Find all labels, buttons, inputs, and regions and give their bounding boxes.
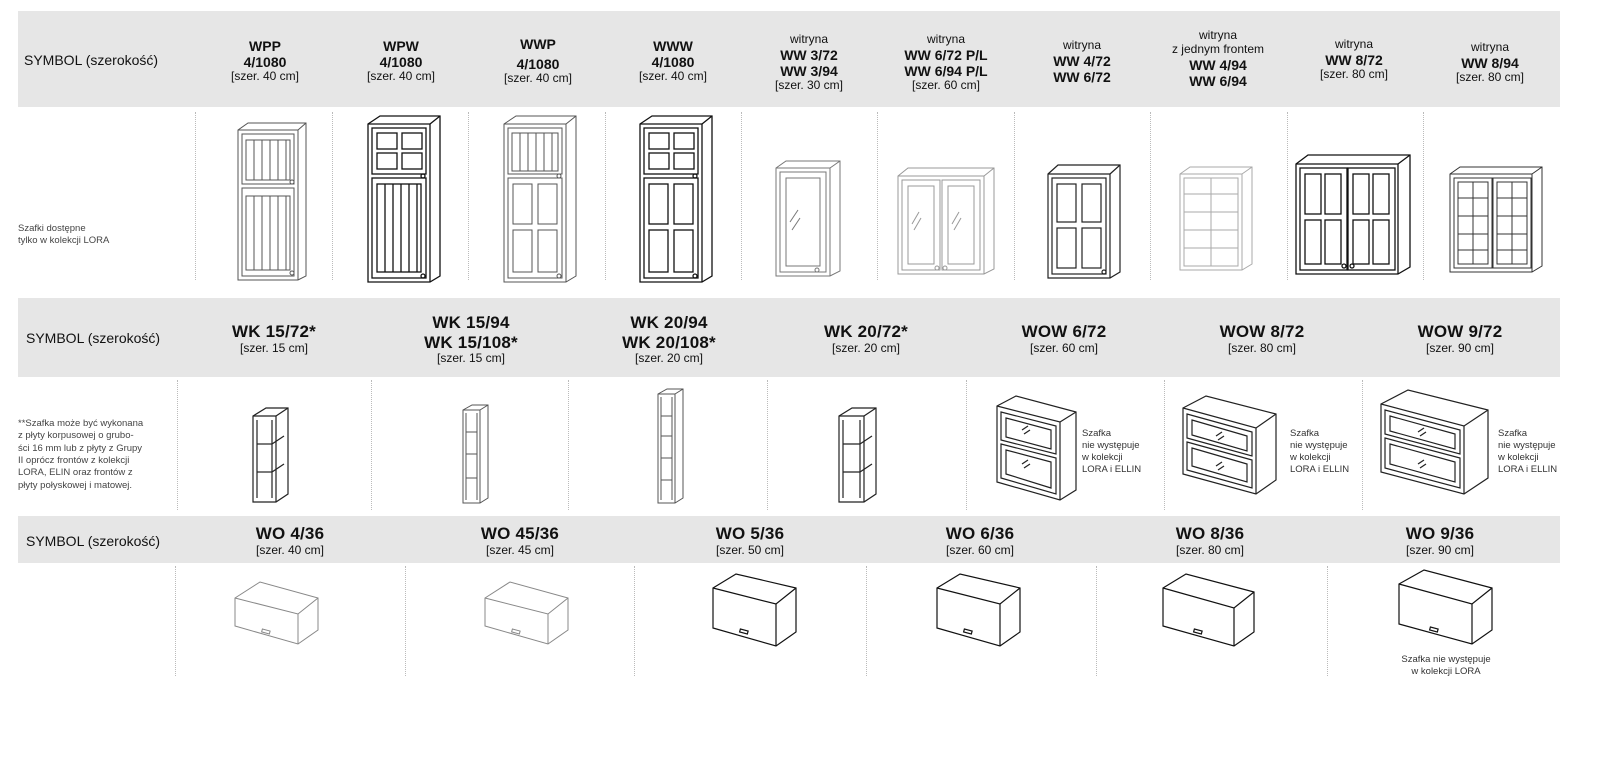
cabinet-wow9-drawing: [1378, 388, 1492, 498]
cabinet-www-drawing: [634, 112, 724, 284]
row1-header-ww8-72: witryna WW 8/72 [szer. 80 cm]: [1319, 37, 1389, 81]
cabinet-wo4-drawing: [232, 578, 322, 648]
cabinet-ww4-6-72-drawing: [1044, 162, 1124, 282]
cabinet-ww8-94-drawing: [1446, 164, 1546, 276]
separator: [468, 112, 469, 280]
cabinet-ww6pl-drawing: [894, 164, 999, 279]
row1-header-wwp: WWP 4/1080 [szer. 40 cm]: [503, 36, 573, 86]
separator: [741, 112, 742, 280]
row1-header-ww3: witryna WW 3/72 WW 3/94 [szer. 30 cm]: [774, 32, 844, 92]
shelf-wk20-94-drawing: [655, 386, 687, 506]
separator: [195, 112, 196, 280]
row2-header-wk20-72: WK 20/72* [szer. 20 cm]: [823, 322, 908, 355]
cabinet-ww3-drawing: [772, 158, 847, 280]
row2-header-wow6: WOW 6/72 [szer. 60 cm]: [1021, 322, 1107, 355]
row1-header-ww4-6-72: witryna WW 4/72 WW 6/72: [1053, 38, 1111, 85]
row3-header-wo5: WO 5/36 [szer. 50 cm]: [715, 524, 785, 557]
row1-header-ww4-6-94: witryna z jednym frontem WW 4/94 WW 6/94: [1171, 28, 1265, 89]
cabinet-wo6-drawing: [934, 572, 1024, 650]
separator: [1327, 566, 1328, 676]
separator: [1423, 112, 1424, 280]
wow6-note: Szafka nie występuje w kolekcji LORA i ELLIN: [1082, 428, 1142, 475]
wow9-note: Szafka nie występuje w kolekcji LORA i ELLIN: [1498, 428, 1558, 475]
row3-header-wo45: WO 45/36 [szer. 45 cm]: [480, 524, 560, 557]
row1-header-www: WWW 4/1080 [szer. 40 cm]: [638, 38, 708, 84]
shelf-wk15-94-drawing: [460, 402, 492, 506]
separator: [767, 380, 768, 510]
shelf-wk15-72-drawing: [250, 404, 292, 504]
row2-header-wk15-94: WK 15/94 WK 15/108* [szer. 15 cm]: [424, 313, 518, 366]
row1-side-note: Szafki dostępne tylko w kolekcji LORA: [18, 223, 110, 247]
separator: [1164, 380, 1165, 510]
symbol-label-row3: SYMBOL (szerokość): [26, 533, 161, 549]
row2-header-wk15-72: WK 15/72* [szer. 15 cm]: [231, 322, 316, 355]
row2-header-wow8: WOW 8/72 [szer. 80 cm]: [1219, 322, 1305, 355]
cabinet-ww4-6-94-drawing: [1176, 164, 1256, 274]
separator: [1096, 566, 1097, 676]
separator: [966, 380, 967, 510]
symbol-label-row1: SYMBOL (szerokość): [24, 52, 159, 68]
row1-header-wpp: WPP 4/1080 [szer. 40 cm]: [230, 38, 300, 84]
separator: [605, 112, 606, 280]
separator: [866, 566, 867, 676]
cabinet-wwp-drawing: [498, 112, 588, 284]
row2-header-wk20-94: WK 20/94 WK 20/108* [szer. 20 cm]: [622, 313, 716, 366]
separator: [1287, 112, 1288, 280]
wo9-note: Szafka nie występuje w kolekcji LORA: [1401, 654, 1491, 677]
row2-header-wow9: WOW 9/72 [szer. 90 cm]: [1417, 322, 1503, 355]
row3-header-wo8: WO 8/36 [szer. 80 cm]: [1175, 524, 1245, 557]
row3-header-wo6: WO 6/36 [szer. 60 cm]: [945, 524, 1015, 557]
row3-header-wo4: WO 4/36 [szer. 40 cm]: [255, 524, 325, 557]
separator: [1014, 112, 1015, 280]
row3-header-wo9: WO 9/36 [szer. 90 cm]: [1405, 524, 1475, 557]
row1-header-wpw: WPW 4/1080 [szer. 40 cm]: [366, 38, 436, 84]
separator: [177, 380, 178, 510]
separator: [877, 112, 878, 280]
row1-header-ww8-94: witryna WW 8/94 [szer. 80 cm]: [1455, 40, 1525, 84]
wow8-note: Szafka nie występuje w kolekcji LORA i ELLIN: [1290, 428, 1350, 475]
cabinet-wo5-drawing: [710, 572, 800, 650]
row1-header-ww6pl: witryna WW 6/72 P/L WW 6/94 P/L [szer. 60 cm]: [904, 32, 988, 92]
separator: [371, 380, 372, 510]
cabinet-ww8-72-drawing: [1292, 152, 1414, 278]
cabinet-wo45-drawing: [482, 578, 572, 648]
separator: [1362, 380, 1363, 510]
cabinet-wo8-drawing: [1160, 572, 1258, 650]
row2-side-note: **Szafka może być wykonana z płyty korpusowej o grubo- ści 16 mm lub z płyty z Grupy II oprócz frontów z kolekcji LORA, ELIN oraz frontów z płyty połyskowej i matowej.: [18, 418, 144, 491]
cabinet-wow8-drawing: [1180, 394, 1280, 498]
cabinet-wpp-drawing: [230, 118, 320, 283]
separator: [568, 380, 569, 510]
separator: [332, 112, 333, 280]
separator: [1150, 112, 1151, 280]
separator: [634, 566, 635, 676]
separator: [175, 566, 176, 676]
cabinet-wow6-drawing: [994, 394, 1080, 502]
cabinet-wpw-drawing: [362, 112, 452, 284]
separator: [405, 566, 406, 676]
symbol-label-row2: SYMBOL (szerokość): [26, 330, 161, 346]
shelf-wk20-72-drawing: [836, 404, 880, 504]
cabinet-wo9-drawing: [1396, 568, 1496, 648]
